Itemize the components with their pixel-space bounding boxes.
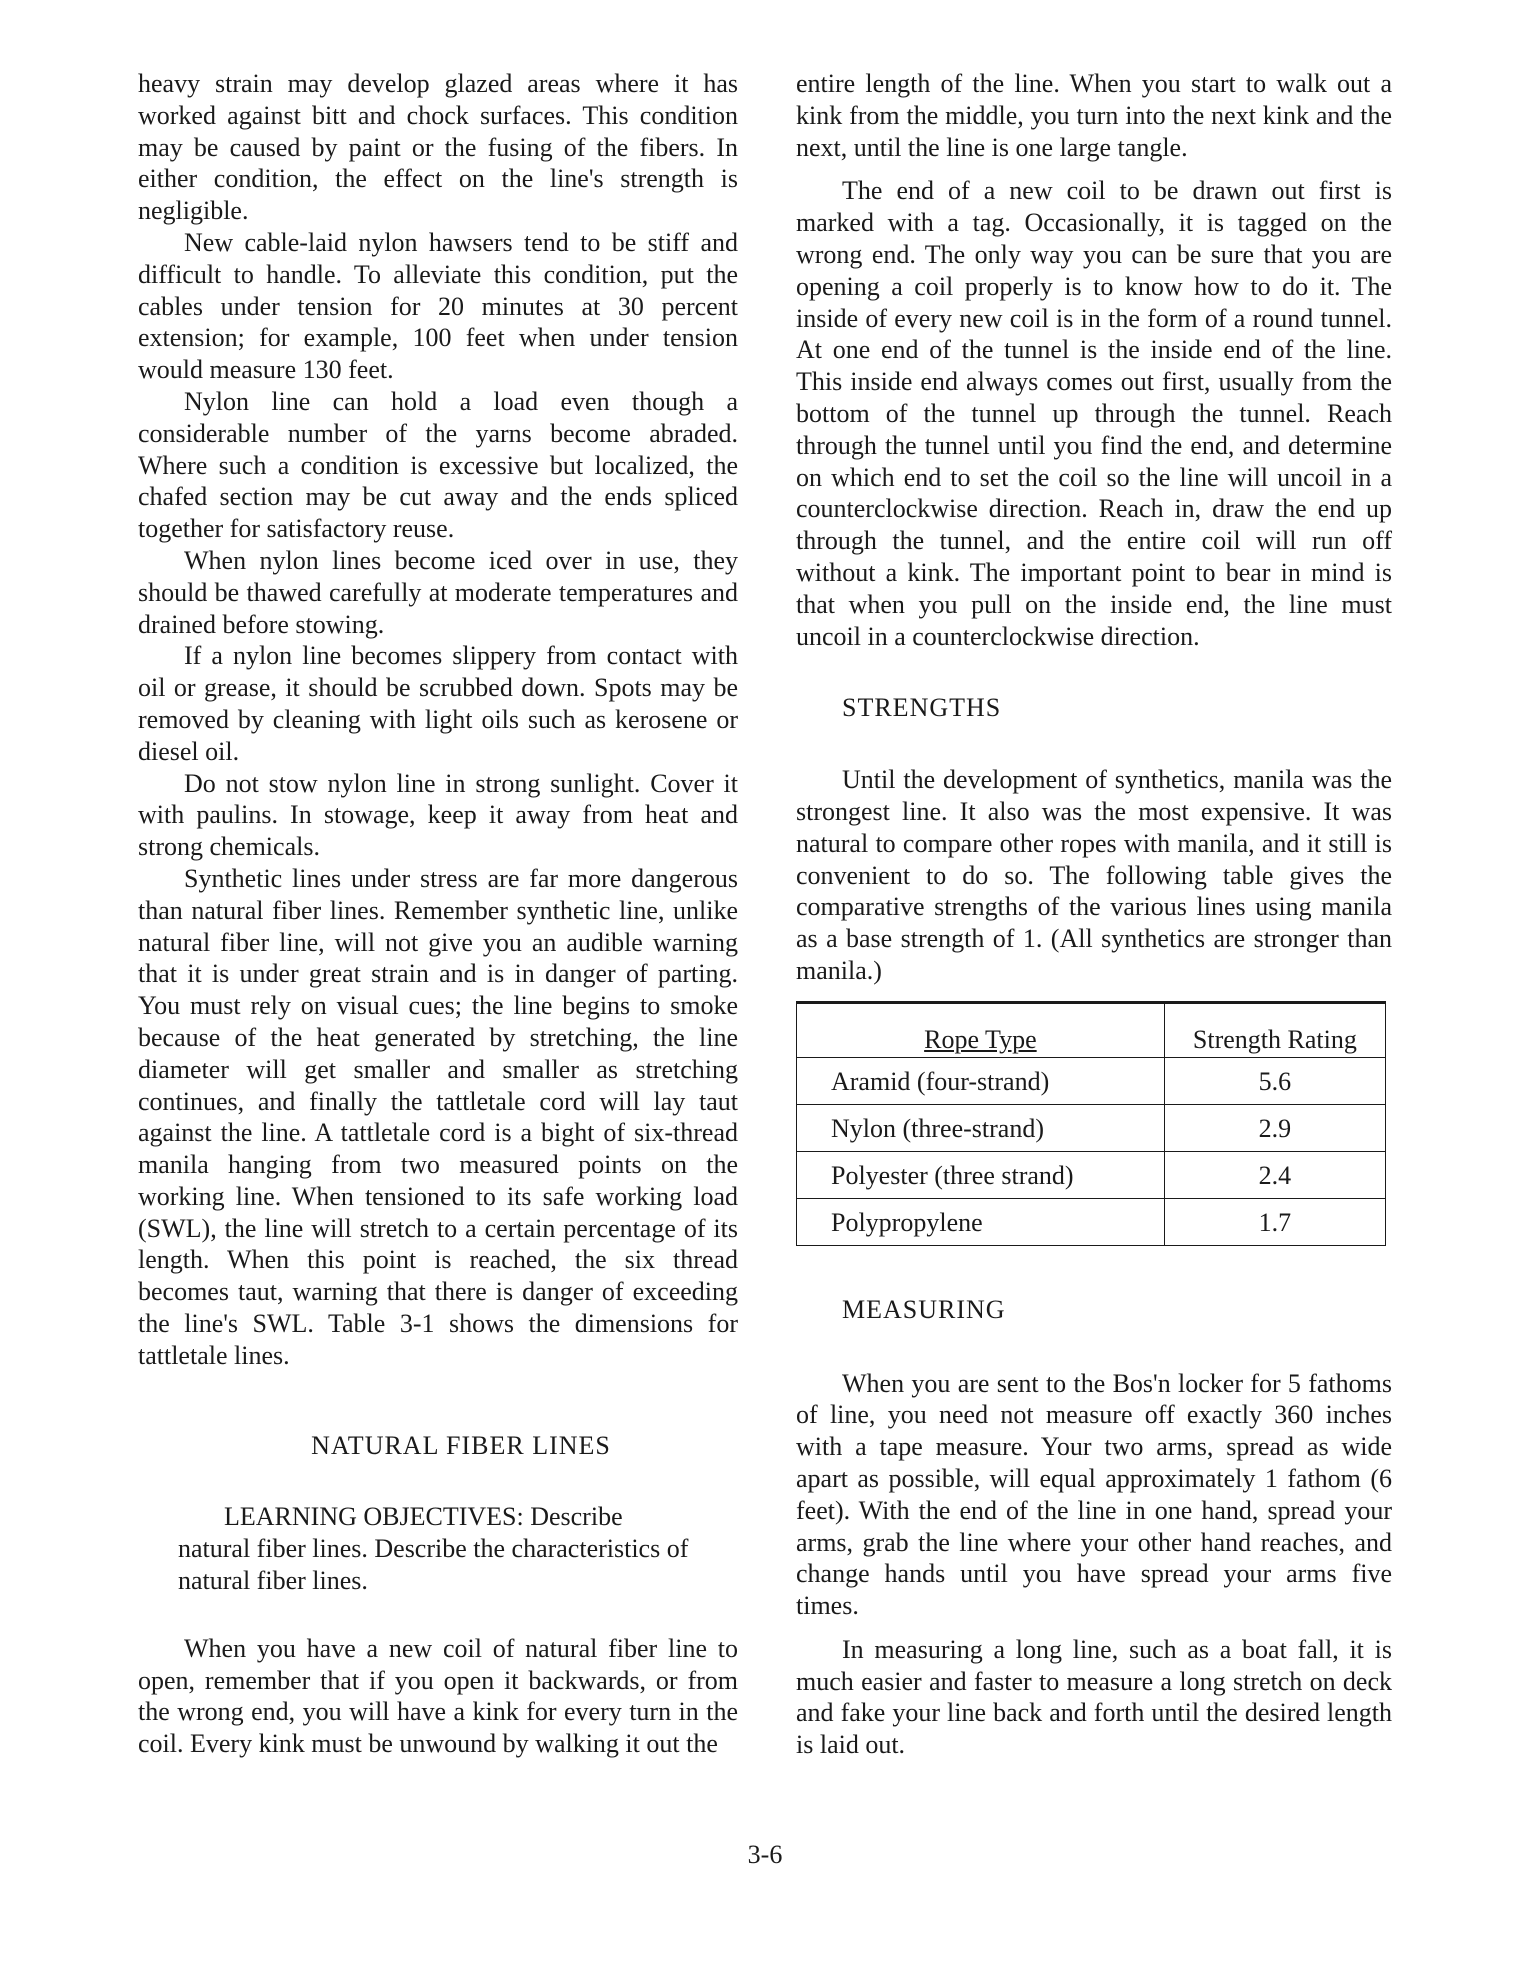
paragraph: When you are sent to the Bos'n locker for 5 fathoms of line, you need not measure off exactly 360 inches with a tape measure. Your two arms, spread as wide apart as possible, will equal approximately 1 fathom (6 feet). With the end of the line in one hand, spread your arms, grab the line where your other hand reaches, and change hands until you have spread your arms five times. [796,1368,1392,1621]
left-column [138,68,738,1760]
table-cell-rating: 2.4 [1164,1151,1385,1198]
table-cell-type: Polypropylene [797,1198,1165,1245]
table-cell-rating: 2.9 [1164,1104,1385,1151]
learning-objectives: LEARNING OBJECTIVES: Describe natural fiber lines. Describe the characteristics of natural fiber lines. [178,1502,689,1596]
section-heading-strengths: STRENGTHS [842,693,1002,723]
paragraph: The end of a new coil to be drawn out first is marked with a tag. Occasionally, it is tagged on the wrong end. The only way you can be sure that you are opening a coil properly is to know how to do it. The inside of every new coil is in the form of a round tunnel. At one end of the tunnel is the inside end of the line. This inside end always comes out first, usually from the bottom of the tunnel up through the tunnel. Reach through the tunnel until you find the end, and determine on which end to set the coil so the line will uncoil in a counterclockwise direction. Reach in, draw the end up through the tunnel, and the entire coil will run off without a kink. The important point to bear in mind is that when you pull on the inside end, the line must uncoil in a counterclockwise direction. [796,176,1392,651]
paragraph: If a nylon line becomes slippery from contact with oil or grease, it should be scrubbed down. Spots may be removed by cleaning with light oils such as kerosene or diesel oil. [138,641,738,766]
strength-table [796,1001,1386,1246]
table-row [797,1198,1386,1245]
table-row [797,1057,1386,1104]
paragraph: In measuring a long line, such as a boat fall, it is much easier and faster to measure a long stretch on deck and fake your line back and forth until the desired length is laid out. [796,1634,1392,1760]
paragraph: entire length of the line. When you start to walk out a kink from the middle, you turn into the next kink and the next, until the line is one large tangle. [796,69,1392,162]
section-heading-measuring: MEASURING [842,1294,1006,1324]
table-header-row [797,1002,1386,1057]
right-column [796,68,1392,1761]
table-header-strength-rating: Strength Rating [1164,1002,1385,1057]
table-cell-type: Nylon (three-strand) [797,1104,1165,1151]
paragraph: New cable-laid nylon hawsers tend to be stiff and difficult to handle. To alleviate this condition, put the cables under tension for 20 minutes at 30 percent extension; for example, 100 feet when under tension would measure 130 feet. [138,227,738,385]
table-row [797,1104,1386,1151]
section-heading-natural-fiber: NATURAL FIBER LINES [311,1430,611,1460]
table-row [797,1151,1386,1198]
paragraph: Nylon line can hold a load even though a considerable number of the yarns become abraded. Where such a condition is excessive but localized, the chafed section may be cut away and the ends spliced together for satisfactory reuse. [138,386,738,544]
paragraph: When nylon lines become iced over in use, they should be thawed carefully at moderate temperatures and drained before stowing. [138,545,738,639]
paragraph: When you have a new coil of natural fiber line to open, remember that if you open it backwards, or from the wrong end, you will have a kink for every turn in the coil. Every kink must be unwound by walking it out the [138,1633,738,1759]
paragraph: Until the development of synthetics, manila was the strongest line. It also was the most expensive. It was natural to compare other ropes with manila, and it still is convenient to do so. The following table gives the comparative strengths of the various lines using manila as a base strength of 1. (All synthetics are stronger than manila.) [796,765,1392,985]
paragraph: Synthetic lines under stress are far more dangerous than natural fiber lines. Remember synthetic line, unlike natural fiber line, will not give you an audible warning that it is under great strain and is in danger of parting. You must rely on visual cues; the line begins to smoke because of the heat generated by stretching, the line diameter will get smaller and smaller as stretching continues, and finally the tattletale cord will lay taut against the line. A tattletale cord is a bight of six-thread manila hanging from two measured points on the working line. When tensioned to its safe working load (SWL), the line will stretch to a certain percentage of its length. When this point is reached, the six thread becomes taut, warning that there is danger of exceeding the line's SWL. Table 3-1 shows the dimensions for tattletale lines. [138,863,738,1370]
page-number: 3-6 [747,1840,783,1869]
table-cell-rating: 1.7 [1164,1198,1385,1245]
table-cell-rating: 5.6 [1164,1057,1385,1104]
table-cell-type: Polyester (three strand) [797,1151,1165,1198]
table-header-rope-type: Rope Type [797,1002,1165,1057]
paragraph: heavy strain may develop glazed areas where it has worked against bitt and chock surfaces. This condition may be caused by paint or the fusing of the fibers. In either condition, the effect on the line's strength is negligible. [138,69,738,226]
paragraph: Do not stow nylon line in strong sunlight. Cover it with paulins. In stowage, keep it away from heat and strong chemicals. [138,768,738,862]
table-cell-type: Aramid (four-strand) [797,1057,1165,1104]
